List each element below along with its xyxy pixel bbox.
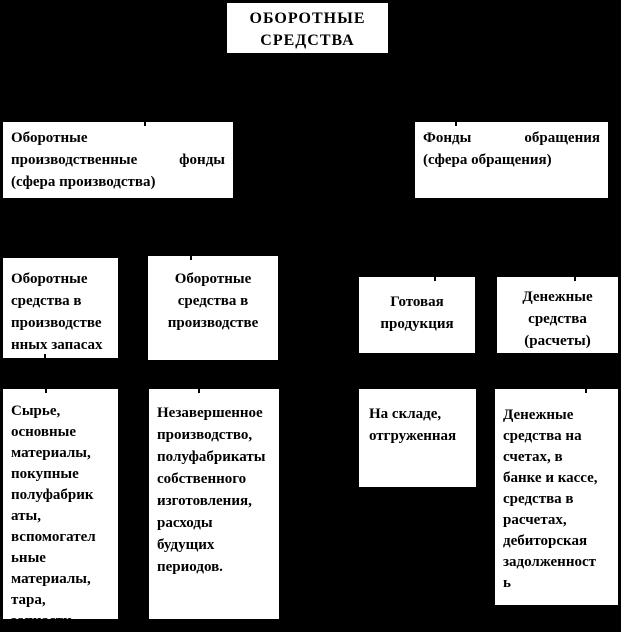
box-current-assets-in-inventories: Оборотные средства в производстве нных запасах xyxy=(3,258,118,358)
connector-stub xyxy=(44,354,46,358)
connector-stub xyxy=(190,256,192,260)
connector-stub xyxy=(455,122,457,126)
connector-stub xyxy=(585,389,587,393)
box-working-capital: ОБОРОТНЫЕ СРЕДСТВА xyxy=(227,3,388,53)
connector-stub xyxy=(144,122,146,126)
connector-stub xyxy=(434,277,436,281)
box-cash-funds: Денежные средства (расчеты) xyxy=(497,277,618,353)
connector-stub xyxy=(45,389,47,393)
box-circulation-funds: Фонды обращения (сфера обращения) xyxy=(415,122,608,198)
connector-stub xyxy=(198,389,200,393)
box-cash-on-accounts: Денежные средства на счетах, в банке и кассе, средства в расчетах, дебиторская задолженност ь xyxy=(495,389,618,605)
box-raw-materials: Сырье, основные материалы, покупные полуфабрик аты, вспомогател ьные материалы, тара, запчасти xyxy=(3,389,118,619)
box-work-in-progress: Незавершенное производство, полуфабрикаты собственного изготовления, расходы будущих периодов. xyxy=(149,389,279,619)
box-production-funds: Оборотные производственные фонды (сфера производства) xyxy=(3,122,233,198)
box-current-assets-in-production: Оборотные средства в производстве xyxy=(148,256,278,360)
box-warehouse-shipped: На складе, отгруженная xyxy=(359,389,476,487)
connector-stub xyxy=(574,277,576,281)
box-finished-goods: Готовая продукция xyxy=(359,277,475,353)
